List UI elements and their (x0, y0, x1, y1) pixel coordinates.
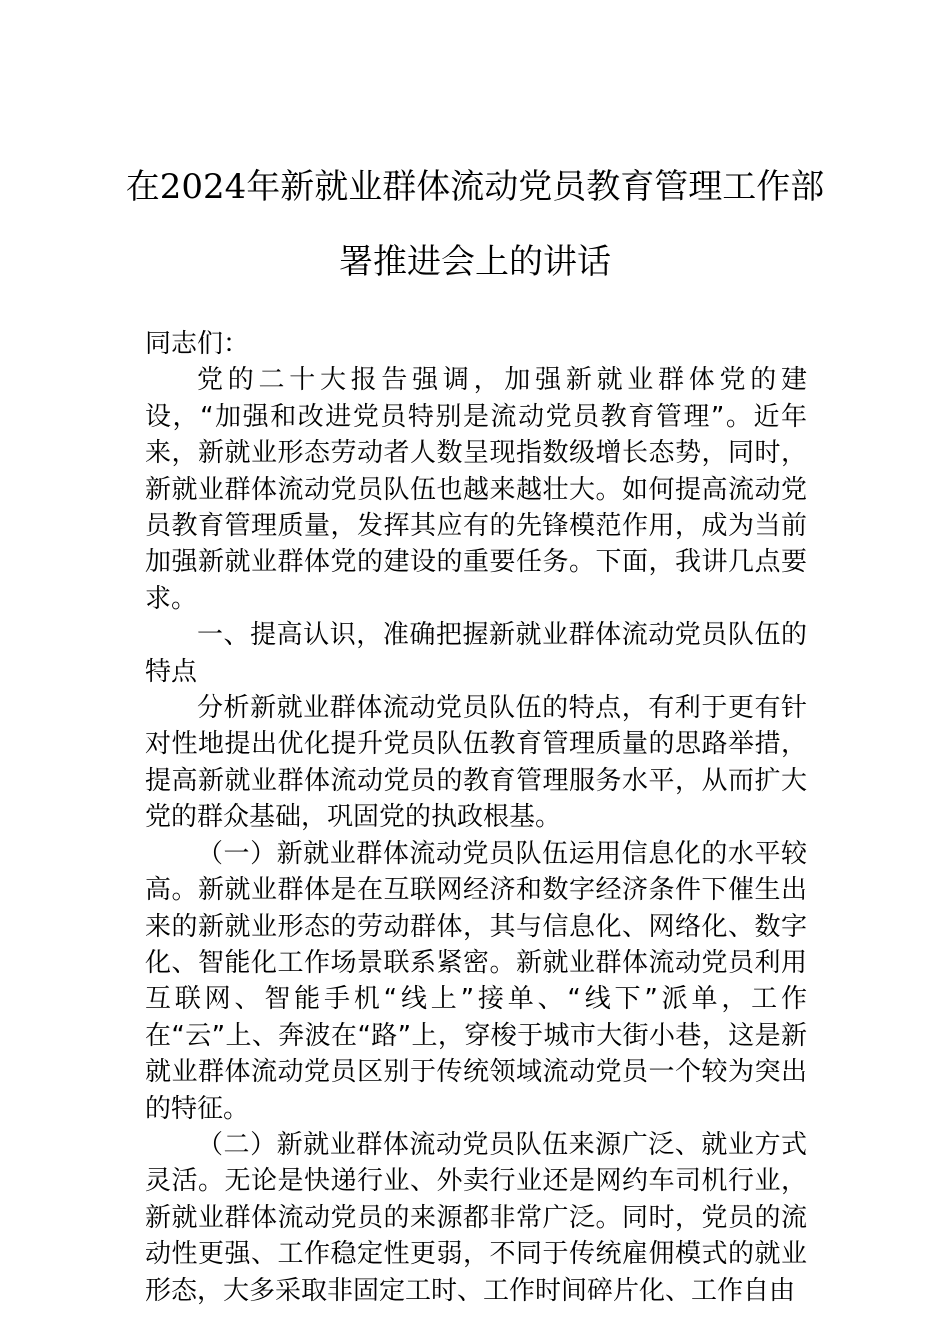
salutation: 同志们： (145, 329, 250, 359)
paragraph-point-2: （二）新就业群体流动党员队伍来源广泛、就业方式灵活。无论是快递行业、外卖行业还是网约车司机行业，新就业群体流动党员的来源都非常广泛。同时，党员的流动性更强、工作稳定性更弱，不同于传统雇佣模式的就业形态，大多采取非固定工时、工作时间碎片化、工作自由 (145, 1129, 807, 1306)
paragraph-intro: 党的二十大报告强调，加强新就业群体党的建设，“加强和改进党员特别是流动党员教育管理”。近年来，新就业形态劳动者人数呈现指数级增长态势，同时，新就业群体流动党员队伍也越来越壮大。如何提高流动党员教育管理质量，发挥其应有的先锋模范作用，成为当前加强新就业群体党的建设的重要任务。下面，我讲几点要求。 (145, 365, 807, 614)
section-heading-1: 一、提高认识，准确把握新就业群体流动党员队伍的特点 (145, 620, 807, 687)
paragraph-section-1: 分析新就业群体流动党员队伍的特点，有利于更有针对性地提出优化提升党员队伍教育管理质量的思路举措，提高新就业群体流动党员的教育管理服务水平，从而扩大党的群众基础，巩固党的执政根基。 (145, 693, 807, 833)
document-title: 在2024年新就业群体流动党员教育管理工作部署推进会上的讲话 (125, 167, 825, 282)
document-body (145, 326, 807, 1309)
paragraph-point-1: （一）新就业群体流动党员队伍运用信息化的水平较高。新就业群体是在互联网经济和数字经济条件下催生出来的新就业形态的劳动群体，其与信息化、网络化、数字化、智能化工作场景联系紧密。新就业群体流动党员利用互联网、智能手机“线上”接单、“线下”派单，工作在“云”上、奔波在“路”上，穿梭于城市大街小巷，这是新就业群体流动党员区别于传统领域流动党员一个较为突出的特征。 (145, 838, 807, 1124)
